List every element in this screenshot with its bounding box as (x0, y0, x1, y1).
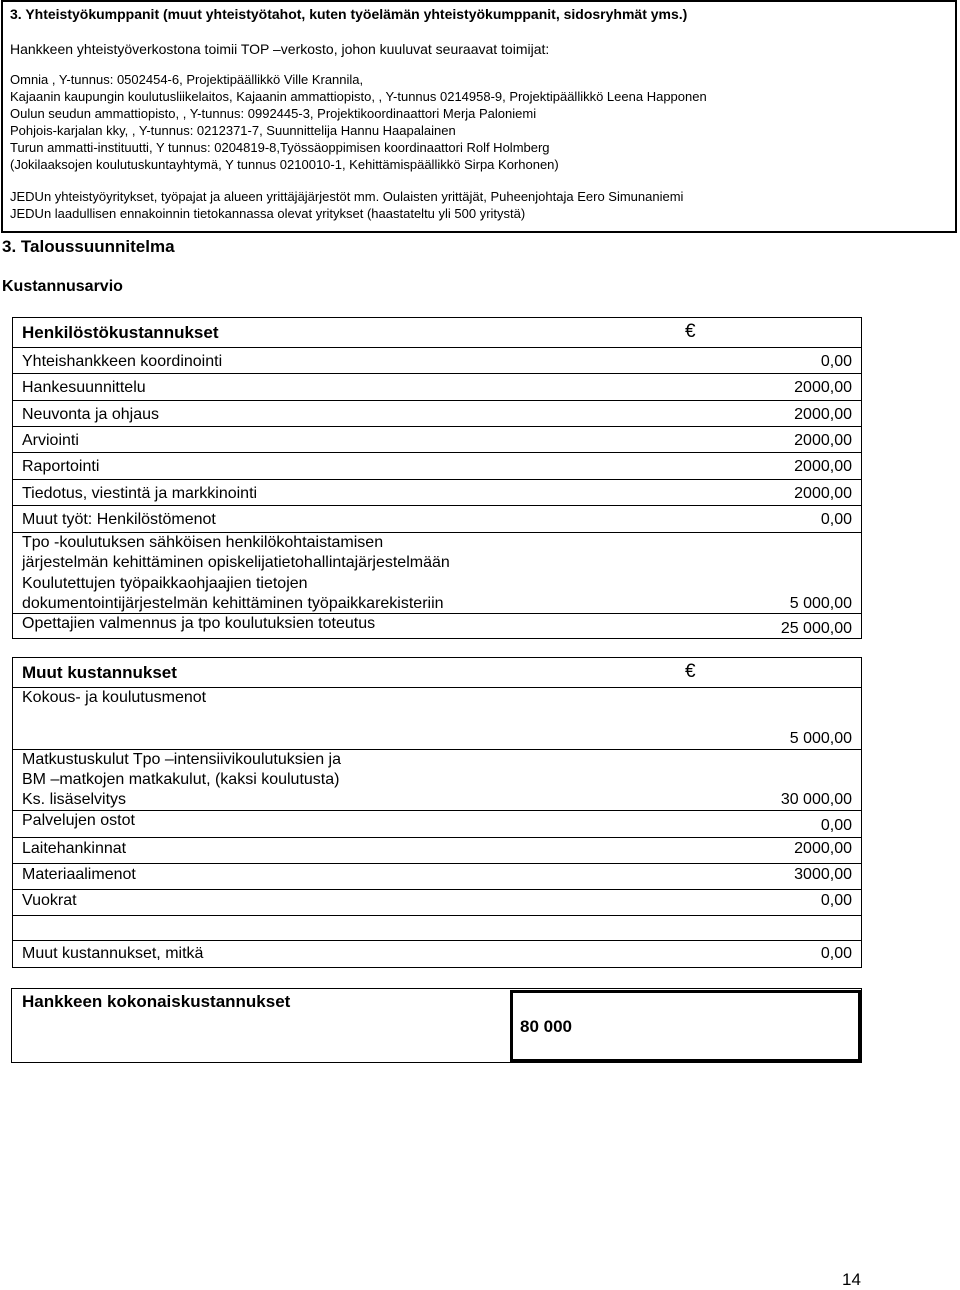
row-value: 0,00 (820, 511, 852, 528)
row-label: Raportointi (22, 458, 100, 475)
row-value: 0,00 (820, 892, 852, 909)
row-label: Muut kustannukset, mitkä (22, 945, 204, 962)
jedun-database-line: JEDUn laadullisen ennakoinnin tietokannassa olevat yritykset (haastateltu yli 500 yritystä) (10, 206, 526, 221)
row-label: Matkustuskulut Tpo –intensiivikoulutuksien ja (22, 751, 341, 768)
table-row (13, 533, 861, 614)
row-value: 2000,00 (794, 485, 852, 502)
table-row (13, 506, 861, 533)
table-row (13, 864, 861, 890)
row-label: Koulutettujen työpaikkaohjaajien tietojen (22, 575, 308, 592)
estimate-heading: Kustannusarvio (2, 278, 123, 295)
row-label: Tiedotus, viestintä ja markkinointi (22, 485, 258, 502)
row-value: 2000,00 (794, 379, 852, 396)
row-value: 0,00 (820, 817, 852, 834)
table-row (13, 811, 861, 838)
other-costs-table (12, 657, 862, 968)
total-costs-table (11, 988, 862, 1063)
partner-line: (Jokilaaksojen koulutuskuntayhtymä, Y tunnus 0210010-1, Kehittämispäällikkö Sirpa Korhonen) (10, 157, 559, 172)
table-row (13, 750, 861, 811)
table-header (13, 318, 861, 348)
total-costs-value-cell (510, 990, 861, 1062)
partner-line: Pohjois-karjalan kky, , Y-tunnus: 0212371-7, Suunnittelija Hannu Haapalainen (10, 123, 456, 138)
row-label: Palvelujen ostot (22, 812, 135, 829)
partners-heading: 3. Yhteistyökumppanit (muut yhteistyötahot, kuten työelämän yhteistyökumppanit, sidosryhmät yms.) (10, 6, 688, 22)
budget-heading: 3. Taloussuunnitelma (2, 237, 175, 256)
table-row (13, 890, 861, 916)
euro-icon: € (685, 661, 696, 682)
table-row (13, 614, 861, 639)
table-row (13, 401, 861, 427)
row-label: järjestelmän kehittäminen opiskelijatietohallintajärjestelmään (22, 554, 450, 571)
row-value: 2000,00 (794, 458, 852, 475)
row-value: 25 000,00 (780, 620, 852, 637)
table-row (13, 348, 861, 374)
row-value: 0,00 (820, 945, 852, 962)
row-label: Vuokrat (22, 892, 77, 909)
table-row (13, 916, 861, 941)
row-value: 2000,00 (794, 840, 852, 857)
euro-icon: € (685, 321, 696, 342)
table-row (13, 688, 861, 750)
row-value: 5 000,00 (789, 595, 852, 612)
table-row (13, 453, 861, 480)
table-row (13, 374, 861, 401)
partners-section (1, 0, 957, 233)
row-label: Materiaalimenot (22, 866, 136, 883)
page-number: 14 (842, 1270, 861, 1289)
table-row (13, 941, 861, 968)
personnel-costs-title: Henkilöstökustannukset (22, 323, 219, 342)
row-value: 5 000,00 (789, 730, 852, 747)
personnel-costs-table (12, 317, 862, 639)
row-label: Laitehankinnat (22, 840, 127, 857)
total-costs-label: Hankkeen kokonaiskustannukset (22, 992, 291, 1011)
row-value: 2000,00 (794, 406, 852, 423)
row-label: Yhteishankkeen koordinointi (22, 353, 223, 370)
row-label: Muut työt: Henkilöstömenot (22, 511, 216, 528)
other-costs-title: Muut kustannukset (22, 663, 177, 682)
row-label: Hankesuunnittelu (22, 379, 146, 396)
row-label: dokumentointijärjestelmän kehittäminen työpaikkarekisteriin (22, 595, 444, 612)
partner-line: Omnia , Y-tunnus: 0502454-6, Projektipäällikkö Ville Krannila, (10, 72, 364, 87)
row-value: 30 000,00 (780, 791, 852, 808)
partner-line: Kajaanin kaupungin koulutusliikelaitos, Kajaanin ammattiopisto, , Y-tunnus 0214958-9, Projektipäällikkö Leena Happonen (10, 89, 707, 104)
table-row (13, 480, 861, 506)
row-label: Kokous- ja koulutusmenot (22, 689, 207, 706)
row-value: 2000,00 (794, 432, 852, 449)
row-value: 0,00 (820, 353, 852, 370)
row-label: Tpo -koulutuksen sähköisen henkilökohtaistamisen (22, 534, 384, 551)
row-label: Arviointi (22, 432, 79, 449)
table-row (13, 838, 861, 864)
partner-line: Turun ammatti-instituutti, Y tunnus: 0204819-8,Työssäoppimisen koordinaattori Rolf Holmberg (10, 140, 550, 155)
row-label: Opettajien valmennus ja tpo koulutuksien toteutus (22, 615, 376, 632)
table-row (13, 427, 861, 453)
row-label: Neuvonta ja ohjaus (22, 406, 159, 423)
row-value: 3000,00 (794, 866, 852, 883)
jedun-partners-line: JEDUn yhteistyöyritykset, työpajat ja alueen yrittäjäjärjestöt mm. Oulaisten yrittäjät, Puheenjohtaja Eero Simunaniemi (10, 189, 684, 204)
table-header (13, 658, 861, 688)
total-costs-value: 80 000 (520, 1017, 572, 1036)
partner-line: Oulun seudun ammattiopisto, , Y-tunnus: 0992445-3, Projektikoordinaattori Merja Paloniemi (10, 106, 537, 121)
row-label: Ks. lisäselvitys (22, 791, 127, 808)
partners-intro: Hankkeen yhteistyöverkostona toimii TOP –verkosto, johon kuuluvat seuraavat toimijat: (10, 41, 550, 57)
row-label: BM –matkojen matkakulut, (kaksi koulutusta) (22, 771, 340, 788)
